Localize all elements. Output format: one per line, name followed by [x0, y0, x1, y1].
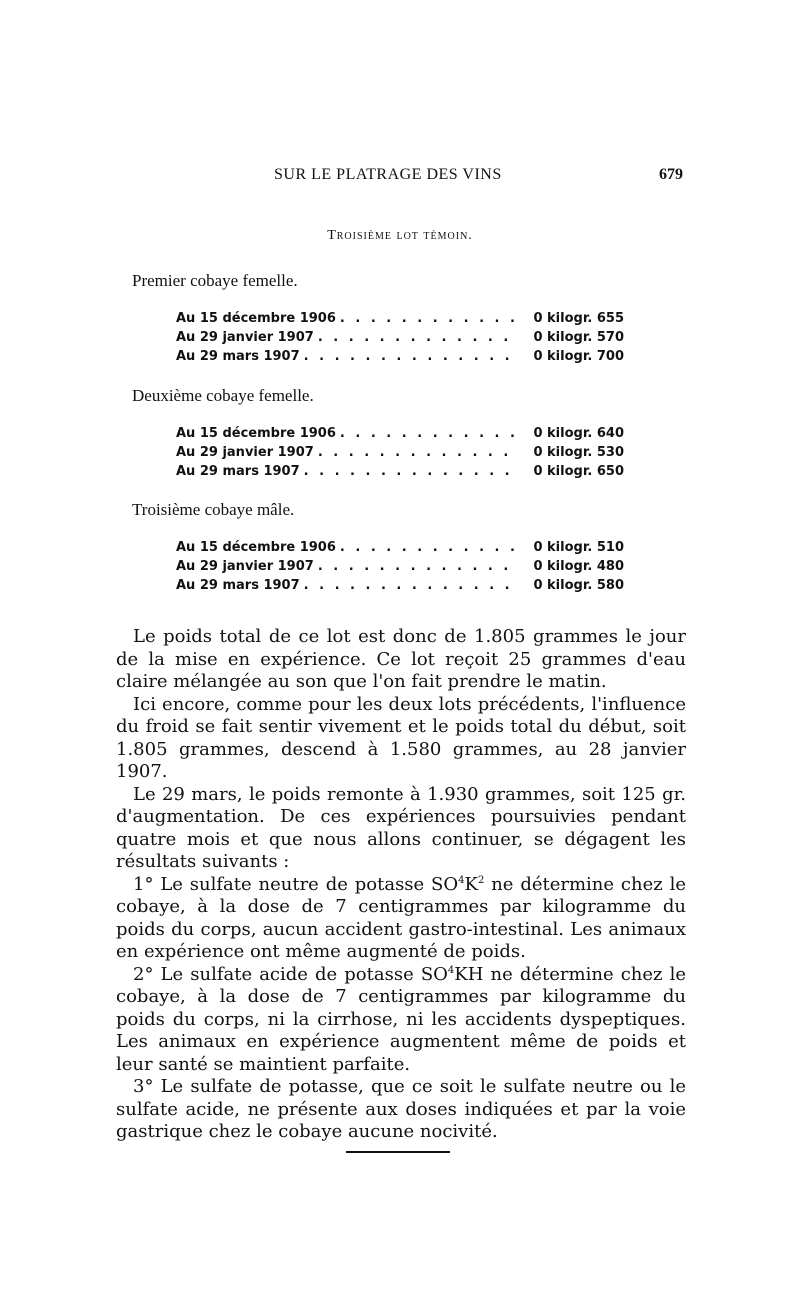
text-run: ne détermine chez le cobaye, à la dose de 7 centigrammes par kilogramme du poids du corps, aucun accident gastro-intestinal. Les animaux en expérience ont même augmenté de poids.	[116, 873, 686, 962]
row-date: Au 15 décembre 1906	[176, 426, 336, 441]
row-weight: 0 kilogr. 510	[533, 540, 624, 555]
leader-dots	[314, 443, 520, 462]
row-date: Au 29 mars 1907	[176, 349, 300, 364]
table-row	[176, 328, 624, 347]
row-weight: 0 kilogr. 655	[533, 311, 624, 326]
table-row	[176, 576, 624, 595]
row-weight: 0 kilogr. 700	[533, 349, 624, 364]
page-header	[0, 166, 800, 190]
row-date: Au 29 janvier 1907	[176, 559, 314, 574]
body-text	[116, 626, 686, 1144]
table-row	[176, 424, 624, 443]
end-rule	[346, 1151, 450, 1153]
paragraph: Le poids total de ce lot est donc de 1.805 grammes le jour de la mise en expérience. Ce lot reçoit 25 grammes d'eau claire mélangée au son que l'on fait prendre le matin.	[116, 626, 686, 692]
paragraph-conclusion-2	[116, 964, 686, 1077]
weight-table-1	[176, 309, 624, 366]
page-number: 679	[659, 166, 683, 183]
superscript: 4	[447, 964, 455, 976]
text-run: 2° Le sulfate acide de potasse SO	[133, 963, 448, 985]
table-row	[176, 309, 624, 328]
group-heading-3: Troisième cobaye mâle.	[132, 500, 295, 519]
leader-dots	[314, 328, 520, 347]
superscript: 4	[458, 874, 465, 886]
leader-dots	[300, 462, 520, 481]
leader-dots	[336, 424, 520, 443]
leader-dots	[300, 576, 520, 595]
row-date: Au 15 décembre 1906	[176, 540, 336, 555]
text-run: KH ne détermine chez le cobaye, à la dose de 7 centigrammes par kilogramme du poids du corps, ni la cirrhose, ni les accidents dyspeptiques. Les animaux en expérience augmentent même de poids et leur santé se maintient parfaite.	[116, 963, 686, 1075]
row-weight: 0 kilogr. 650	[533, 464, 624, 479]
leader-dots	[336, 538, 520, 557]
paragraph: Ici encore, comme pour les deux lots précédents, l'influence du froid se fait sentir vivement et le poids total du début, soit 1.805 grammes, descend à 1.580 grammes, au 28 janvier 1907.	[116, 693, 686, 782]
table-row	[176, 462, 624, 481]
table-row	[176, 347, 624, 366]
row-date: Au 29 janvier 1907	[176, 445, 314, 460]
row-weight: 0 kilogr. 640	[533, 426, 624, 441]
row-date: Au 29 mars 1907	[176, 464, 300, 479]
leader-dots	[314, 557, 520, 576]
table-row	[176, 557, 624, 576]
row-weight: 0 kilogr. 480	[533, 559, 624, 574]
table-row	[176, 443, 624, 462]
row-weight: 0 kilogr. 570	[533, 330, 624, 345]
text-run: 1° Le sulfate neutre de potasse SO	[133, 873, 459, 895]
paragraph-conclusion-1	[116, 874, 686, 964]
text-run: K	[464, 873, 478, 895]
row-date: Au 15 décembre 1906	[176, 311, 336, 326]
leader-dots	[336, 309, 520, 328]
row-date: Au 29 mars 1907	[176, 578, 300, 593]
group-heading-1: Premier cobaye femelle.	[132, 271, 298, 290]
paragraph: Le 29 mars, le poids remonte à 1.930 grammes, soit 125 gr. d'augmentation. De ces expériences poursuivies pendant quatre mois et que nous allons continuer, se dégagent les résultats suivants :	[116, 783, 686, 872]
group-heading-2: Deuxième cobaye femelle.	[132, 386, 314, 405]
row-weight: 0 kilogr. 530	[533, 445, 624, 460]
table-row	[176, 538, 624, 557]
weight-table-3	[176, 538, 624, 595]
leader-dots	[300, 347, 520, 366]
weight-table-2	[176, 424, 624, 481]
row-date: Au 29 janvier 1907	[176, 330, 314, 345]
superscript: 2	[477, 874, 485, 886]
running-title: SUR LE PLATRAGE DES VINS	[274, 166, 502, 183]
paragraph-conclusion-3: 3° Le sulfate de potasse, que ce soit le sulfate neutre ou le sulfate acide, ne présente aux doses indiquées et par la voie gastrique chez le cobaye aucune nocivité.	[116, 1076, 686, 1142]
section-title: Troisième lot témoin.	[327, 228, 473, 243]
row-weight: 0 kilogr. 580	[533, 578, 624, 593]
